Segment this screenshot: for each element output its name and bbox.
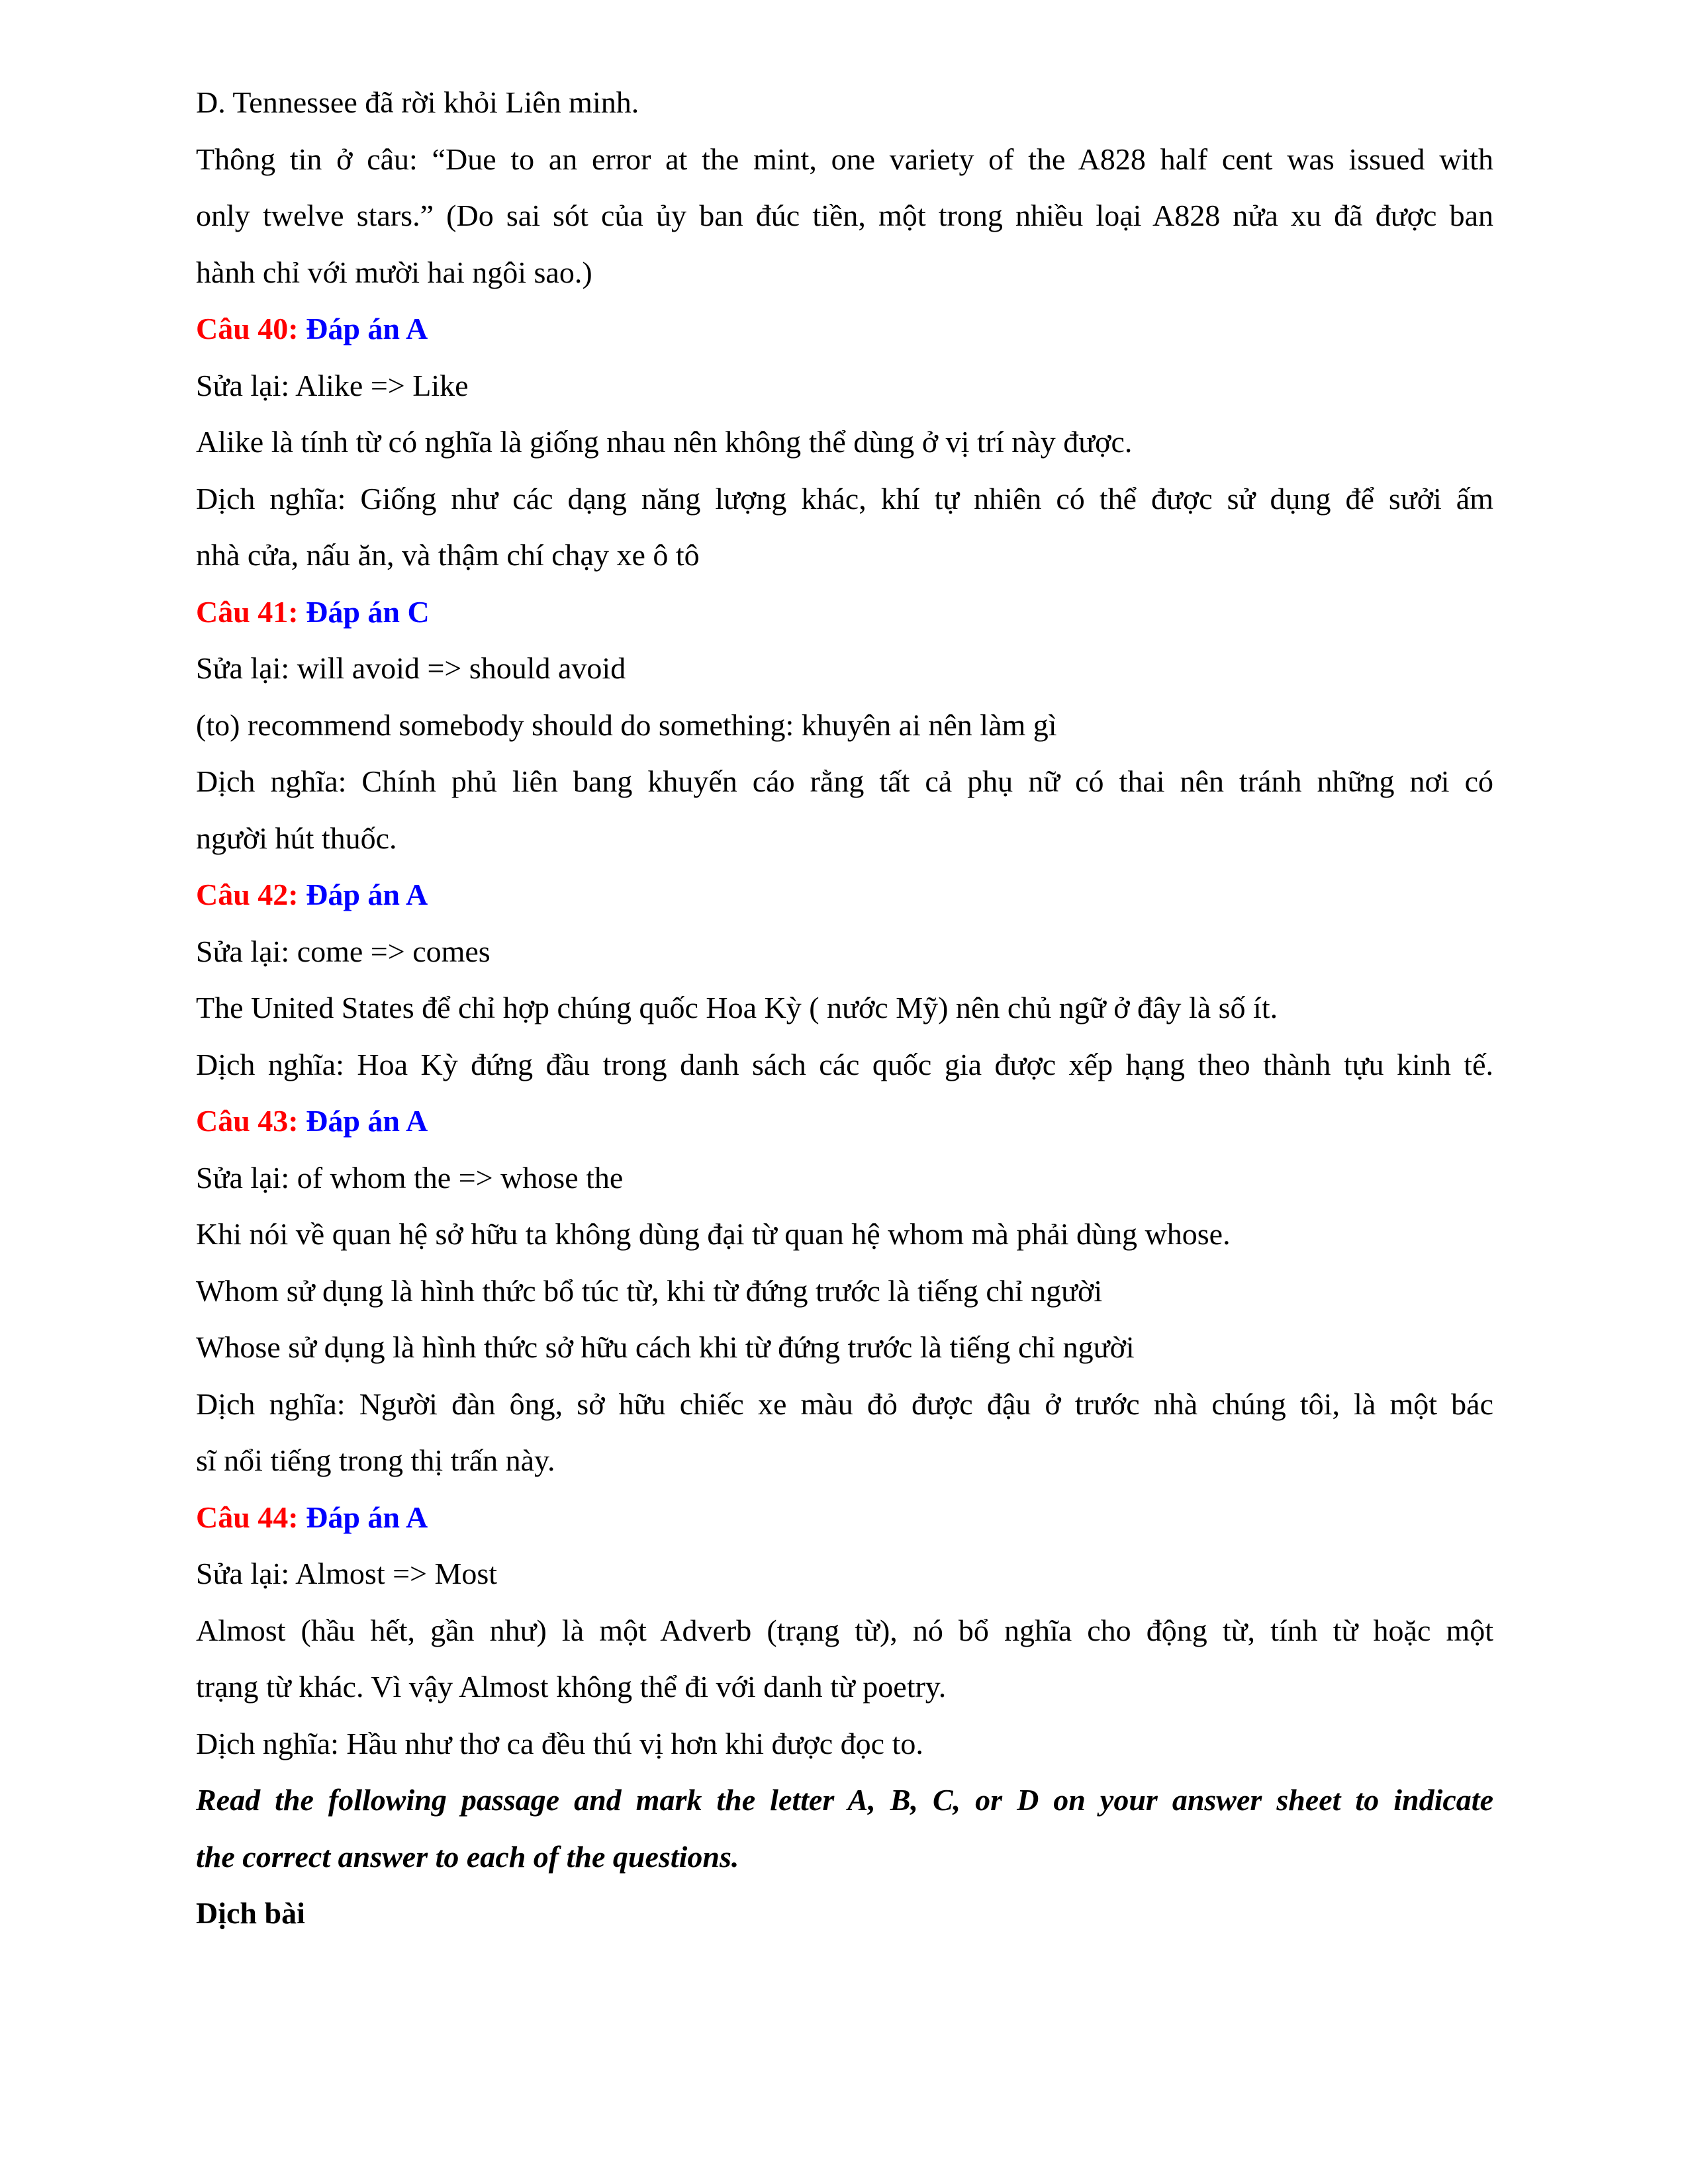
- explanation-line: Whose sử dụng là hình thức sở hữu cách khi từ đứng trước là tiếng chỉ người: [196, 1330, 1135, 1364]
- correction-line: Sửa lại: will avoid => should avoid: [196, 651, 626, 685]
- explanation-line: The United States để chỉ hợp chúng quốc Hoa Kỳ ( nước Mỹ) nên chủ ngữ ở đây là số ít.: [196, 991, 1278, 1024]
- answer-label: Đáp án A: [306, 1500, 428, 1534]
- answer-label: Đáp án C: [306, 594, 430, 629]
- question-heading-44: [196, 1489, 1493, 1546]
- translation-line: Dịch nghĩa: Chính phủ liên bang khuyến cáo rằng tất cả phụ nữ có thai nên tránh những nơi có: [196, 764, 1493, 798]
- question-heading-43: [196, 1093, 1493, 1150]
- explanation-line: Alike là tính từ có nghĩa là giống nhau nên không thể dùng ở vị trí này được.: [196, 425, 1133, 459]
- translation-line: Dịch nghĩa: Giống như các dạng năng lượng khác, khí tự nhiên có thể được sử dụng để sưởi ấm: [196, 481, 1493, 516]
- translation-line: người hút thuốc.: [196, 821, 397, 855]
- explanation-line: trạng từ khác. Vì vậy Almost không thể đi với danh từ poetry.: [196, 1670, 947, 1704]
- explanation-line: Almost (hầu hết, gần như) là một Adverb (trạng từ), nó bổ nghĩa cho động từ, tính từ hoặc một: [196, 1613, 1493, 1647]
- info-line: Thông tin ở câu: “Due to an error at the mint, one variety of the A828 half cent was issued with: [196, 142, 1493, 176]
- correction-line: Sửa lại: Alike => Like: [196, 368, 469, 402]
- info-line: only twelve stars.” (Do sai sót của ủy ban đúc tiền, một trong nhiều loại A828 nửa xu đã được ban: [196, 199, 1493, 232]
- question-number: Câu 43:: [196, 1104, 299, 1138]
- question-heading-41: [196, 584, 1493, 641]
- question-number: Câu 41:: [196, 594, 299, 629]
- explanation-line: (to) recommend somebody should do something: khuyên ai nên làm gì: [196, 707, 1057, 742]
- question-number: Câu 42:: [196, 878, 299, 911]
- translation-line: Dịch nghĩa: Người đàn ông, sở hữu chiếc xe màu đỏ được đậu ở trước nhà chúng tôi, là một bác: [196, 1387, 1493, 1421]
- correction-line: Sửa lại: Almost => Most: [196, 1557, 498, 1590]
- explanation-line: Khi nói về quan hệ sở hữu ta không dùng đại từ quan hệ whom mà phải dùng whose.: [196, 1217, 1231, 1251]
- document-page: [196, 74, 1493, 1942]
- info-line: hành chỉ với mười hai ngôi sao.): [196, 255, 592, 289]
- option-d-line: D. Tennessee đã rời khỏi Liên minh.: [196, 85, 639, 119]
- answer-label: Đáp án A: [306, 312, 428, 345]
- answer-label: Đáp án A: [306, 1104, 428, 1138]
- question-number: Câu 40:: [196, 312, 299, 345]
- translation-line: nhà cửa, nấu ăn, và thậm chí chạy xe ô tô: [196, 538, 700, 572]
- question-heading-42: [196, 866, 1493, 923]
- answer-label: Đáp án A: [306, 878, 428, 911]
- translation-line: Dịch nghĩa: Hoa Kỳ đứng đầu trong danh sách các quốc gia được xếp hạng theo thành tựu kinh tế.: [196, 1047, 1493, 1081]
- correction-line: Sửa lại: of whom the => whose the: [196, 1160, 624, 1195]
- translation-line: sĩ nổi tiếng trong thị trấn này.: [196, 1443, 555, 1477]
- explanation-line: Whom sử dụng là hình thức bổ túc từ, khi từ đứng trước là tiếng chỉ người: [196, 1273, 1103, 1308]
- instruction-line: Read the following passage and mark the letter A, B, C, or D on your answer sheet to indicate: [196, 1783, 1493, 1817]
- question-heading-40: [196, 300, 1493, 357]
- question-number: Câu 44:: [196, 1500, 299, 1534]
- instruction-line: the correct answer to each of the questions.: [196, 1839, 739, 1874]
- section-heading: Dịch bài: [196, 1896, 305, 1930]
- translation-line: Dịch nghĩa: Hầu như thơ ca đều thú vị hơn khi được đọc to.: [196, 1726, 923, 1760]
- correction-line: Sửa lại: come => comes: [196, 934, 491, 968]
